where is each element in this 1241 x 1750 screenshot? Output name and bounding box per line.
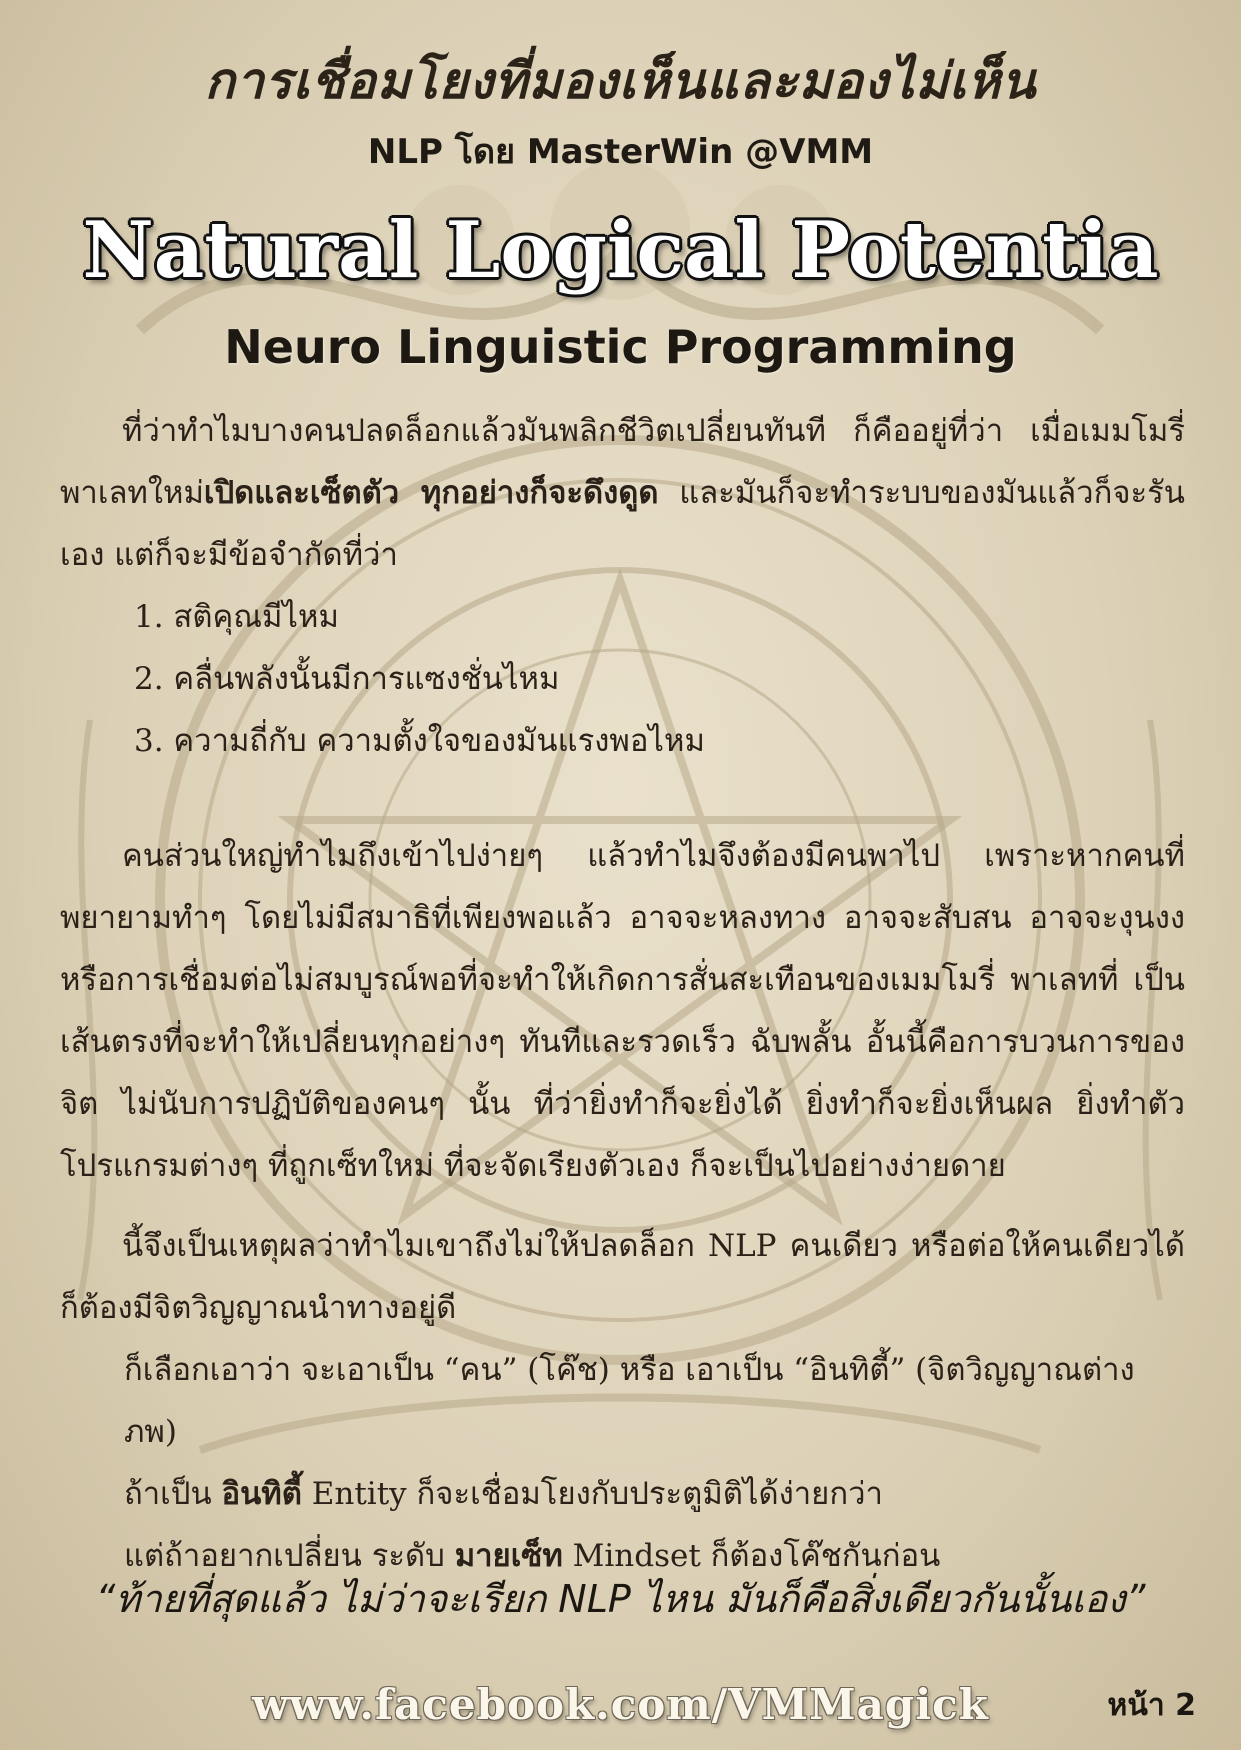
line-2-text-b: Entity ก็จะเชื่อมโยงกับประตูมิติได้ง่ายกว่า: [301, 1476, 883, 1512]
paragraph-1-text-b: และมันก็จะทำระบบของมันแล้วก็จะรันเอง แต่ก็จะมีข้อจำกัดที่ว่า: [60, 475, 1186, 573]
page-number: หน้า 2: [1107, 1688, 1196, 1723]
section-1: [60, 400, 1185, 772]
paragraph-1: [60, 400, 1185, 586]
line-1: ก็เลือกเอาว่า จะเอาเป็น “คน” (โค๊ช) หรือ เอาเป็น “อินทิตี้” (จิตวิญญาณต่างภพ): [124, 1352, 1135, 1450]
list-item: 1. สติคุณมีไหม: [134, 599, 339, 635]
header-title: การเชื่อมโยงที่มองเห็นและมองไม่เห็น: [204, 52, 1037, 110]
header-subtitle: NLP โดย MasterWin @VMM: [367, 132, 874, 172]
line-2-text-a: ถ้าเป็น: [124, 1476, 222, 1512]
closing-quote: “ท้ายที่สุดแล้ว ไม่ว่าจะเรียก NLP ไหน มันก็คือสิ่งเดียวกันนั้นเอง”: [95, 1577, 1146, 1621]
limitations-list: [60, 586, 1185, 772]
paragraph-2: คนส่วนใหญ่ทำไมถึงเข้าไปง่ายๆ แล้วทำไมจึงต้องมีคนพาไป เพราะหากคนที่พยายามทำๆ โดยไม่มีสมาธิที่เพียงพอแล้ว อาจจะหลงทาง อาจจะสับสน อาจจะงุนงง หรือการเชื่อมต่อไม่สมบูรณ์พอที่จะทำให้เกิดการสั่นสะเทือนของเมมโมรี่ พาเลทที่ เป็นเส้นตรงที่จะทำให้เปลี่ยนทุกอย่างๆ ทันทีและรวดเร็ว ฉับพลั้น อั้นนี้คือการบวนการของจิต ไม่นับการปฏิบัติของคนๆ นั้น ที่ว่ายิ่งทำก็จะยิ่งได้ ยิ่งทำก็จะยิ่งเห็นผล ยิ่งทำตัวโปรแกรมต่างๆ ที่ถูกเซ็ทใหม่ ที่จะจัดเรียงตัวเอง ก็จะเป็นไปอย่างง่ายดาย: [60, 838, 1185, 1184]
list-item: 3. ความถี่กับ ความตั้งใจของมันแรงพอไหม: [134, 723, 705, 759]
section-2: [60, 825, 1185, 1197]
paragraph-1-bold: เปิดและเซ็ตตัว ทุกอย่างก็จะดึงดูด: [203, 475, 659, 511]
line-2: [60, 1463, 1185, 1525]
line-3-text-a: แต่ถ้าอยากเปลี่ยน ระดับ: [124, 1538, 455, 1574]
paragraph-3: นี้จึงเป็นเหตุผลว่าทำไมเขาถึงไม่ให้ปลดล็อก NLP คนเดียว หรือต่อให้คนเดียวได้ ก็ต้องมีจิตวิญญาณนำทางอยู่ดี: [60, 1228, 1185, 1326]
line-3-text-b: Mindset ก็ต้องโค๊ชกันก่อน: [562, 1538, 941, 1574]
section-3: [60, 1215, 1185, 1587]
banner-subtitle: Neuro Linguistic Programming: [224, 320, 1017, 374]
banner-title: Natural Logical Potentia: [82, 205, 1159, 296]
line-2-bold: อินทิตี้: [221, 1476, 302, 1512]
footer-url-link[interactable]: www.facebook.com/VMMagick: [252, 1680, 989, 1729]
line-3-bold: มายเซ็ท: [454, 1538, 563, 1574]
paragraph-1-text-a: ที่ว่าทำไมบางคนปลดล็อกแล้วมันพลิกชีวิตเปลี่ยนทันที ก็คืออยู่ที่ว่า เมื่อเมมโมรี่พาเลทใหม่: [60, 413, 1185, 511]
list-item: 2. คลื่นพลังนั้นมีการแซงชั่นไหม: [134, 661, 560, 697]
